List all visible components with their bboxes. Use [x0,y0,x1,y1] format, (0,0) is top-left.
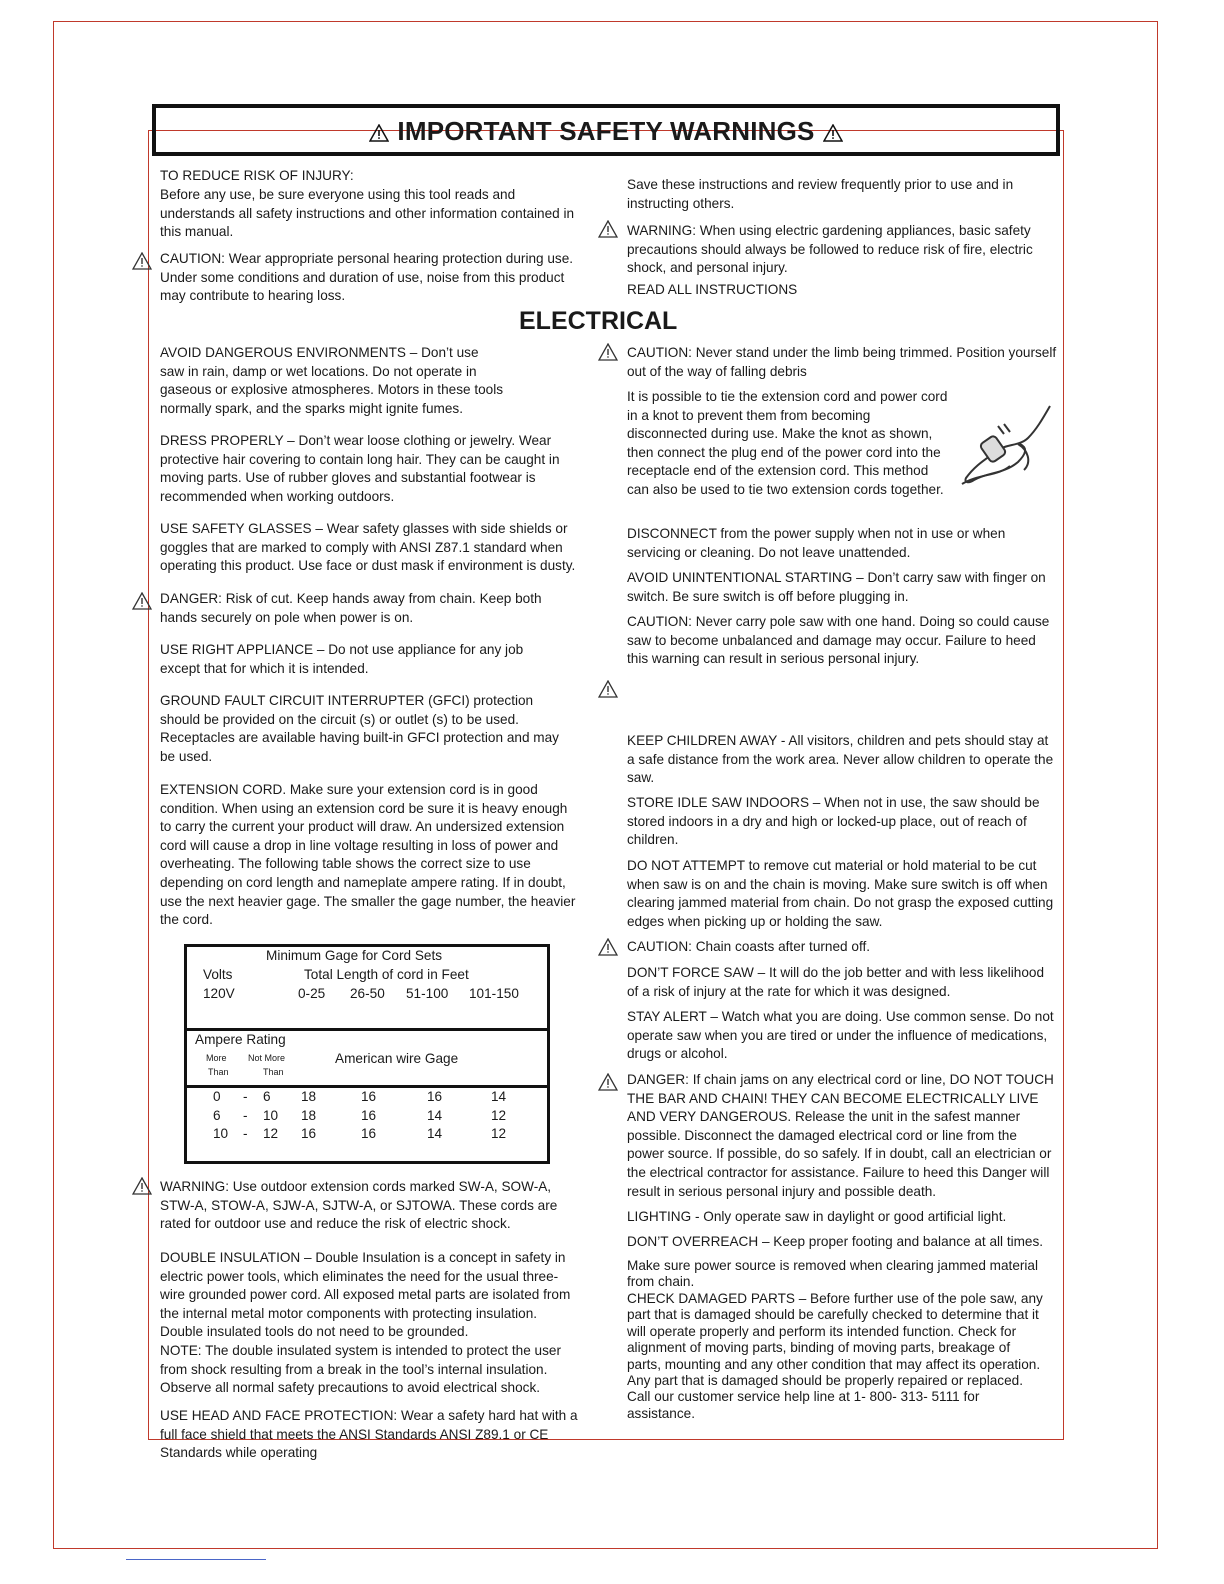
ampere-dash: - [243,1089,248,1104]
electric-warning: WARNING: When using electric gardening appliances, basic safety precautions should always be followed to reduce risk of fire, electric shock, and personal injury. [627,223,1033,276]
gage-table-title: Minimum Gage for Cord Sets [266,948,443,963]
gage-cell: 16 [361,1126,377,1142]
warning-triangle-icon [598,343,618,361]
gage-cell: 16 [427,1089,443,1104]
double-insulation-note: NOTE: The double insulated system is intended to protect the user from shock resulting from a break in the tool’s internal insulation. Observe all normal safety precautions to avoid electrical shock. [160,1343,561,1396]
cord-knot-illustration [958,404,1054,488]
gage-cell: 18 [301,1107,317,1123]
intro-paragraph: Before any use, be sure everyone using this tool reads and understands all safety instructions and other information contained in this manual. [160,187,575,240]
danger-risk-of-cut: DANGER: Risk of cut. Keep hands away from chain. Keep both hands securely on pole when power is on. [160,591,542,625]
warning-triangle-icon [132,252,152,270]
length-col: 101-150 [469,986,519,1001]
wire-gage-label: American wire Gage [335,1051,459,1066]
chain-coasts-caution: CAUTION: Chain coasts after turned off. [627,939,871,954]
read-all-instructions: READ ALL INSTRUCTIONS [627,282,798,297]
dont-force-saw: DON’T FORCE SAW – It will do the job better and with less likelihood of a risk of injury at the rate for which it was designed. [627,965,1045,999]
do-not-attempt: DO NOT ATTEMPT to remove cut material or hold material to be cut when saw is on and the chain is moving. Make sure switch is off when clearing jammed material from chain. Do not grasp the exposed cutting edges when picking up or holding the saw. [627,858,1054,929]
ampere-to: 10 [263,1107,279,1123]
section-title: ELECTRICAL [519,307,678,335]
hearing-caution: CAUTION: Wear appropriate personal hearing protection during use. Under some conditions and duration of use, noise from this product may contribute to hearing loss. [160,251,574,304]
more-than-label: More [206,1053,227,1063]
extension-cord: EXTENSION CORD. Make sure your extension cord is in good condition. When using an extension cord be sure it is heavy enough to carry the current your product will draw. An undersized extension cord will cause a drop in line voltage resulting in loss of power and overheating. The following table shows the correct size to use depending on cord length and nameplate ampere rating. If in doubt, use the next heavier gage. The smaller the gage number, the heavier the cord. [160,782,576,928]
gage-cell: 14 [427,1107,443,1123]
footer-rule [126,1559,266,1560]
ampere-from: 10 [213,1126,229,1142]
warning-triangle-icon [598,1073,618,1091]
page-title-text: IMPORTANT SAFETY WARNINGS [397,116,815,146]
warning-triangle-icon [598,938,618,956]
warning-triangle-icon [132,1177,152,1195]
ampere-label: Ampere Rating [195,1032,286,1047]
disconnect-power: DISCONNECT from the power supply when not in use or when servicing or cleaning. Do not leave unattended. [627,526,1006,560]
gage-cell: 18 [301,1089,317,1104]
gage-cell: 14 [491,1089,507,1104]
save-instructions: Save these instructions and review frequently prior to use and in instructing others. [627,177,1014,211]
remove-power-source: Make sure power source is removed when clearing jammed material from chain. [627,1258,1039,1290]
dont-overreach: DON’T OVERREACH – Keep proper footing and balance at all times. [627,1234,1044,1249]
length-col: 26-50 [350,986,385,1001]
warning-triangle-icon [132,592,152,610]
keep-children-away: KEEP CHILDREN AWAY - All visitors, children and pets should stay at a safe distance from the work area. Never allow children to operate the saw. [627,733,1054,786]
dress-properly: DRESS PROPERLY – Don’t wear loose clothing or jewelry. Wear protective hair covering to contain long hair. They can be caught in moving parts. Use of rubber gloves and substantial footwear is recommended when working outdoors. [160,433,560,504]
limb-caution: CAUTION: Never stand under the limb being trimmed. Position yourself out of the way of falling debris [627,345,1057,379]
warning-triangle-icon [598,220,618,238]
ampere-to: 12 [263,1126,279,1142]
ampere-from: 0 [213,1089,221,1104]
gage-cell: 12 [491,1107,507,1123]
warning-triangle-icon [598,680,618,698]
stay-alert: STAY ALERT – Watch what you are doing. Use common sense. Do not operate saw when you are tired or under the influence of medications, drugs or alcohol. [627,1009,1054,1062]
ampere-from: 6 [213,1107,221,1123]
length-col: 0-25 [298,986,326,1001]
one-hand-caution: CAUTION: Never carry pole saw with one hand. Doing so could cause saw to become unbalanced and damage may occur. Failure to heed this warning can result in serious personal injury. [627,614,1050,667]
not-more-than-label: Not More [248,1053,286,1063]
outdoor-cords-warning: WARNING: Use outdoor extension cords marked SW-A, SOW-A, STW-A, STOW-A, SJW-A, SJTW-A, or SJTOWA. These cords are rated for outdoor use and reduce the risk of electric shock. [160,1179,558,1232]
warning-triangle-icon [823,124,843,142]
gage-cell: 16 [361,1107,377,1123]
store-idle-saw: STORE IDLE SAW INDOORS – When not in use, the saw should be stored indoors in a dry and high or locked-up place, out of reach of children. [627,795,1040,848]
volts-label: Volts [203,967,233,982]
avoid-dangerous-environments: AVOID DANGEROUS ENVIRONMENTS – Don’t use saw in rain, damp or wet locations. Do not operate in gaseous or explosive atmospheres. Motors in these tools normally spark, and the sparks might ignite fumes. [160,345,504,416]
ampere-dash: - [243,1126,248,1142]
volts-value: 120V [203,986,235,1001]
avoid-unintentional-starting: AVOID UNINTENTIONAL STARTING – Don’t carry saw with finger on switch. Be sure switch is off before plugging in. [627,570,1046,604]
length-col: 51-100 [406,986,449,1001]
use-right-appliance: USE RIGHT APPLIANCE – Do not use appliance for any job except that for which it is intended. [160,642,524,676]
gage-cell: 14 [427,1126,443,1142]
cord-knot-instructions: It is possible to tie the extension cord and power cord in a knot to prevent them from becoming disconnected during use. Make the knot as shown, then connect the plug end of the power cord into the receptacle end of the extension cord. This method can also be used to tie two extension cords together. [627,389,948,497]
gage-cell: 12 [491,1126,507,1142]
chain-jam-danger: DANGER: If chain jams on any electrical cord or line, DO NOT TOUCH THE BAR AND CHAIN! THEY CAN BECOME ELECTRICALLY LIVE AND VERY DANGEROUS. Release the unit in the safest manner possible. Disconnect the damaged electrical cord or line from the power source. If possible, do so safely. If in doubt, call an electrician or the electrical contractor for assistance. Failure to heed this Danger will result in serious personal injury and possible death. [627,1072,1054,1199]
ampere-dash: - [243,1107,248,1123]
length-label: Total Length of cord in Feet [304,967,469,982]
check-damaged-parts: CHECK DAMAGED PARTS – Before further use of the pole saw, any part that is damaged should be carefully checked to determine that it will operate properly and perform its intended function. Check for alignment of moving parts, binding of moving parts, breakage of parts, mounting and any other condition that may affect its operation. Any part that is damaged should be properly repaired or replaced. Call our customer service help line at 1- 800- 313- 5111 for assistance. [627,1291,1043,1421]
gage-cell: 16 [361,1089,377,1104]
risk-heading: TO REDUCE RISK OF INJURY: [160,168,354,183]
gage-cell: 16 [301,1126,317,1142]
warning-triangle-icon [369,124,389,142]
page-title [152,104,1060,156]
gage-table [184,944,550,1164]
not-more-than-label: Than [263,1067,284,1077]
lighting: LIGHTING - Only operate saw in daylight or good artificial light. [627,1209,1007,1224]
ampere-to: 6 [263,1089,271,1104]
use-safety-glasses: USE SAFETY GLASSES – Wear safety glasses with side shields or goggles that are marked to comply with ANSI Z87.1 standard when operating this product. Use face or dust mask if environment is dusty. [160,521,576,574]
gfci-protection: GROUND FAULT CIRCUIT INTERRUPTER (GFCI) protection should be provided on the circuit (s) or outlet (s) to be used. Receptacles are available having built-in GFCI protection and may be used. [160,693,559,764]
head-face-protection: USE HEAD AND FACE PROTECTION: Wear a safety hard hat with a full face shield that meets the ANSI Standards ANSI Z89.1 or CE Standards while operating [160,1408,578,1461]
more-than-label: Than [208,1067,229,1077]
double-insulation: DOUBLE INSULATION – Double Insulation is a concept in safety in electric power tools, which eliminates the need for the usual three-wire grounded power cord. All exposed metal parts are isolated from the internal metal motor components with protecting insulation. Double insulated tools do not need to be grounded. [160,1250,571,1340]
